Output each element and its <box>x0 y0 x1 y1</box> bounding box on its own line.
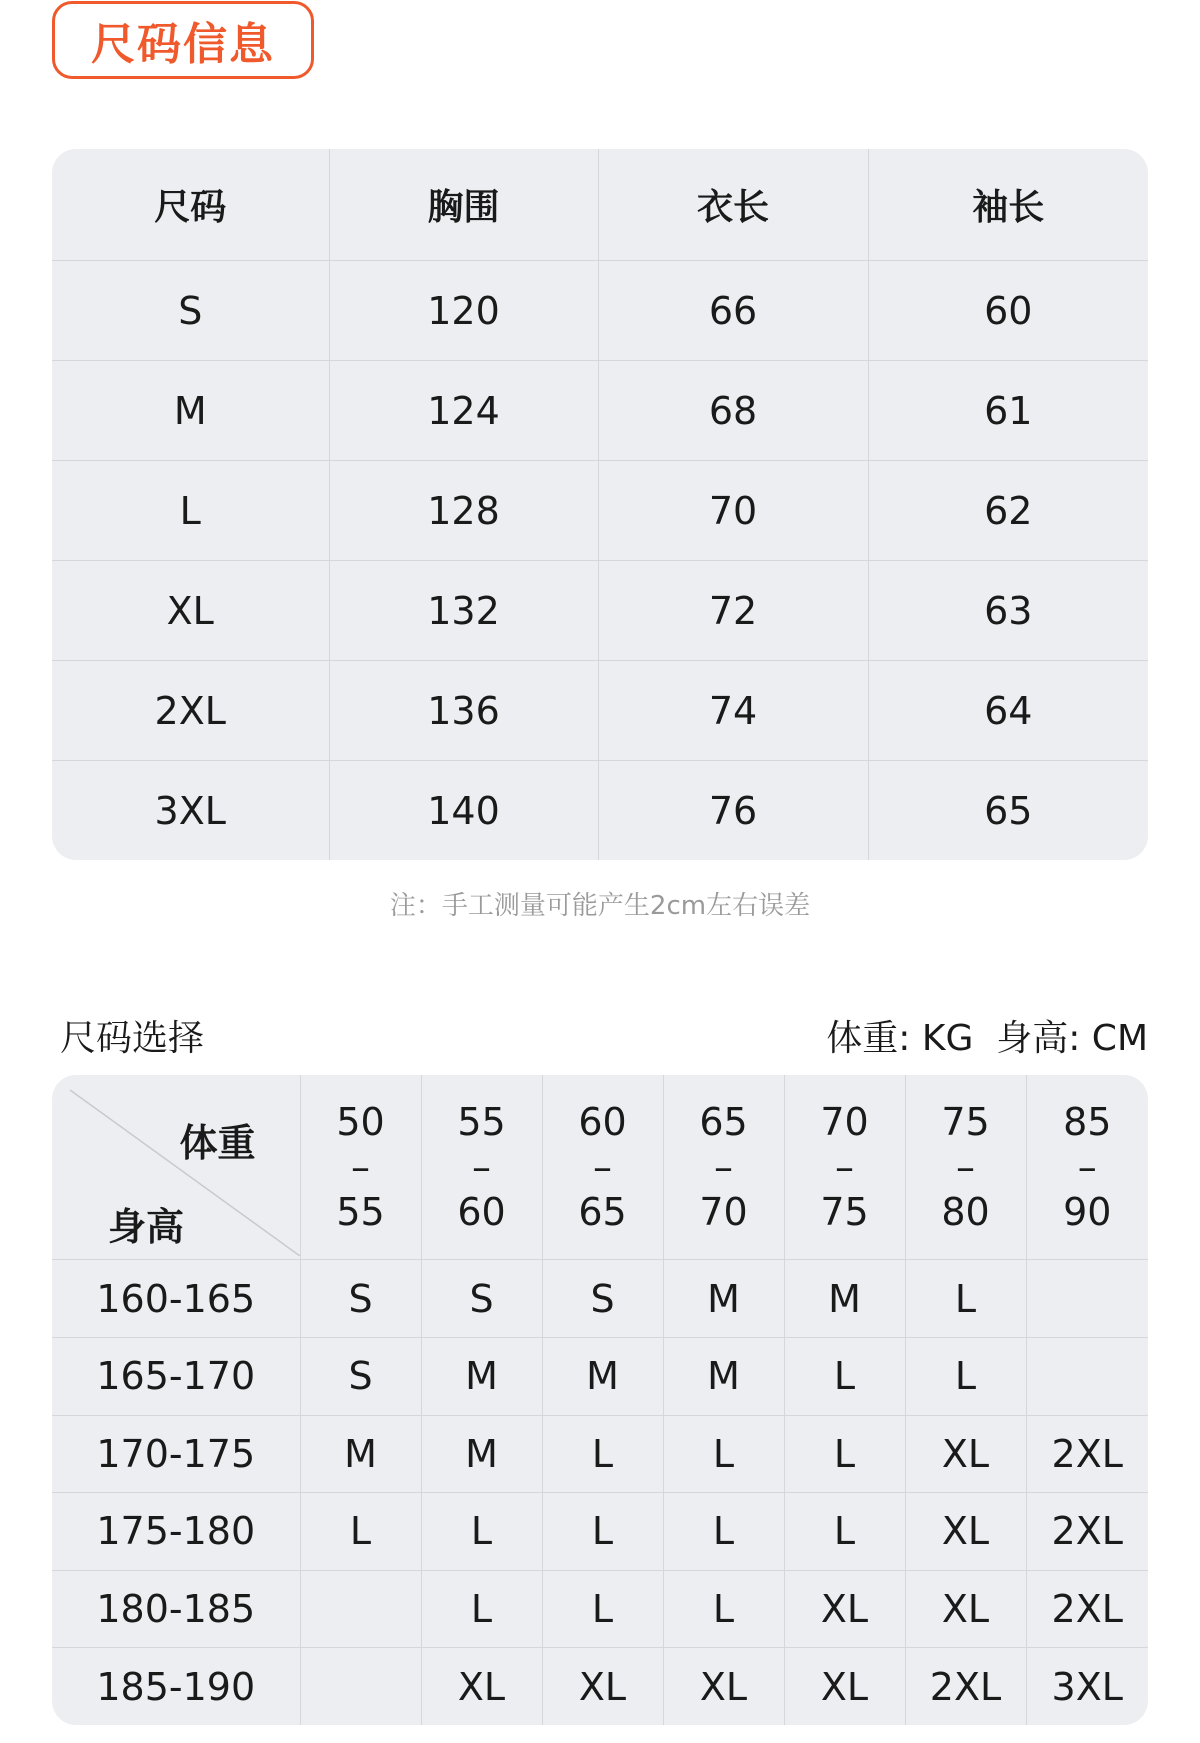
table-row <box>52 1493 1148 1571</box>
size-select-table <box>52 1075 1148 1725</box>
range-dash: – <box>351 1144 370 1189</box>
size-cell: XL <box>905 1570 1026 1648</box>
size-cell: 2XL <box>1026 1570 1148 1648</box>
table-row <box>52 561 1148 661</box>
size-cell: L <box>784 1493 905 1571</box>
table-cell: 3XL <box>52 761 329 861</box>
range-dash: – <box>593 1144 612 1189</box>
range-dash: – <box>835 1144 854 1189</box>
size-cell: L <box>663 1570 784 1648</box>
size-select-units: 体重: KG 身高: CM <box>826 1018 1148 1059</box>
table-cell: M <box>52 361 329 461</box>
height-range-cell: 180-185 <box>52 1570 300 1648</box>
size-cell <box>300 1648 421 1725</box>
table-row <box>52 1415 1148 1493</box>
header-cell: 尺码 <box>52 149 329 261</box>
size-cell: M <box>663 1260 784 1338</box>
weight-range-header <box>300 1075 421 1260</box>
table-row <box>52 661 1148 761</box>
size-cell <box>1026 1337 1148 1415</box>
size-cell: L <box>784 1415 905 1493</box>
size-cell: L <box>663 1493 784 1571</box>
size-cell: L <box>300 1493 421 1571</box>
height-range-cell: 160-165 <box>52 1260 300 1338</box>
height-range-cell: 165-170 <box>52 1337 300 1415</box>
weight-from: 85 <box>1063 1099 1112 1144</box>
table-row <box>52 1570 1148 1648</box>
weight-from: 65 <box>699 1099 748 1144</box>
weight-range-header <box>542 1075 663 1260</box>
measurement-note: 注：手工测量可能产生2cm左右误差 <box>389 891 811 921</box>
size-cell: L <box>542 1415 663 1493</box>
table-cell: 68 <box>598 361 868 461</box>
weight-to: 90 <box>1063 1189 1112 1234</box>
size-cell: L <box>663 1415 784 1493</box>
size-cell: S <box>421 1260 542 1338</box>
table-row <box>52 1337 1148 1415</box>
height-range-cell: 175-180 <box>52 1493 300 1571</box>
table-cell: L <box>52 461 329 561</box>
size-cell: 3XL <box>1026 1648 1148 1725</box>
range-dash: – <box>472 1144 491 1189</box>
size-cell: M <box>421 1337 542 1415</box>
corner-height-label: 身高 <box>108 1205 185 1250</box>
table-row <box>52 461 1148 561</box>
table-cell: 124 <box>329 361 598 461</box>
weight-from: 75 <box>941 1099 990 1144</box>
weight-range-header <box>663 1075 784 1260</box>
size-cell: M <box>300 1415 421 1493</box>
table-row <box>52 261 1148 361</box>
table-cell: 136 <box>329 661 598 761</box>
table-cell: 128 <box>329 461 598 561</box>
weight-range-header <box>784 1075 905 1260</box>
size-cell: L <box>542 1493 663 1571</box>
table-header-row <box>52 149 1148 261</box>
table-cell: 60 <box>868 261 1148 361</box>
size-cell: 2XL <box>1026 1493 1148 1571</box>
table-row <box>52 761 1148 861</box>
table-cell: S <box>52 261 329 361</box>
size-cell: M <box>663 1337 784 1415</box>
size-cell: L <box>421 1493 542 1571</box>
weight-to: 75 <box>820 1189 869 1234</box>
size-cell: L <box>905 1260 1026 1338</box>
weight-to: 80 <box>941 1189 990 1234</box>
table-cell: 132 <box>329 561 598 661</box>
size-info-table <box>52 149 1148 860</box>
size-cell <box>1026 1260 1148 1338</box>
weight-from: 60 <box>578 1099 627 1144</box>
size-cell: L <box>542 1570 663 1648</box>
size-cell: XL <box>421 1648 542 1725</box>
table-cell: 64 <box>868 661 1148 761</box>
range-dash: – <box>1077 1144 1097 1189</box>
table-cell: 62 <box>868 461 1148 561</box>
size-cell: S <box>542 1260 663 1338</box>
size-cell: XL <box>784 1648 905 1725</box>
table-cell: 140 <box>329 761 598 861</box>
table-cell: 63 <box>868 561 1148 661</box>
range-dash: – <box>956 1144 975 1189</box>
size-cell: M <box>784 1260 905 1338</box>
size-cell: XL <box>542 1648 663 1725</box>
size-cell: S <box>300 1260 421 1338</box>
header-cell: 胸围 <box>329 149 598 261</box>
size-cell: S <box>300 1337 421 1415</box>
table-cell: 72 <box>598 561 868 661</box>
size-cell <box>300 1570 421 1648</box>
header-cell: 袖长 <box>868 149 1148 261</box>
weight-range-header <box>905 1075 1026 1260</box>
weight-to: 60 <box>457 1189 506 1234</box>
table-cell: 66 <box>598 261 868 361</box>
table-row <box>52 1260 1148 1338</box>
table-header-row <box>52 1075 1148 1260</box>
weight-range-header <box>1026 1075 1148 1260</box>
table-cell: 61 <box>868 361 1148 461</box>
size-cell: L <box>905 1337 1026 1415</box>
size-cell: L <box>421 1570 542 1648</box>
height-range-cell: 170-175 <box>52 1415 300 1493</box>
size-select-title: 尺码选择 <box>60 1018 205 1059</box>
table-cell: 70 <box>598 461 868 561</box>
size-cell: 2XL <box>905 1648 1026 1725</box>
header-cell: 衣长 <box>598 149 868 261</box>
table-cell: 76 <box>598 761 868 861</box>
weight-from: 50 <box>336 1099 385 1144</box>
height-range-cell: 185-190 <box>52 1648 300 1725</box>
corner-cell <box>52 1075 300 1260</box>
table-cell: 120 <box>329 261 598 361</box>
corner-weight-label: 体重 <box>179 1121 256 1166</box>
table-row <box>52 361 1148 461</box>
weight-to: 65 <box>578 1189 627 1234</box>
size-cell: XL <box>905 1415 1026 1493</box>
table-cell: 74 <box>598 661 868 761</box>
weight-from: 55 <box>457 1099 506 1144</box>
table-cell: 2XL <box>52 661 329 761</box>
size-cell: L <box>784 1337 905 1415</box>
weight-to: 70 <box>699 1189 748 1234</box>
range-dash: – <box>714 1144 733 1189</box>
section-title-badge: 尺码信息 <box>52 1 314 79</box>
size-cell: M <box>421 1415 542 1493</box>
table-cell: XL <box>52 561 329 661</box>
table-row <box>52 1648 1148 1725</box>
weight-to: 55 <box>336 1189 385 1234</box>
weight-range-header <box>421 1075 542 1260</box>
size-cell: M <box>542 1337 663 1415</box>
size-cell: 2XL <box>1026 1415 1148 1493</box>
size-cell: XL <box>905 1493 1026 1571</box>
size-cell: XL <box>663 1648 784 1725</box>
weight-from: 70 <box>820 1099 869 1144</box>
size-cell: XL <box>784 1570 905 1648</box>
table-cell: 65 <box>868 761 1148 861</box>
